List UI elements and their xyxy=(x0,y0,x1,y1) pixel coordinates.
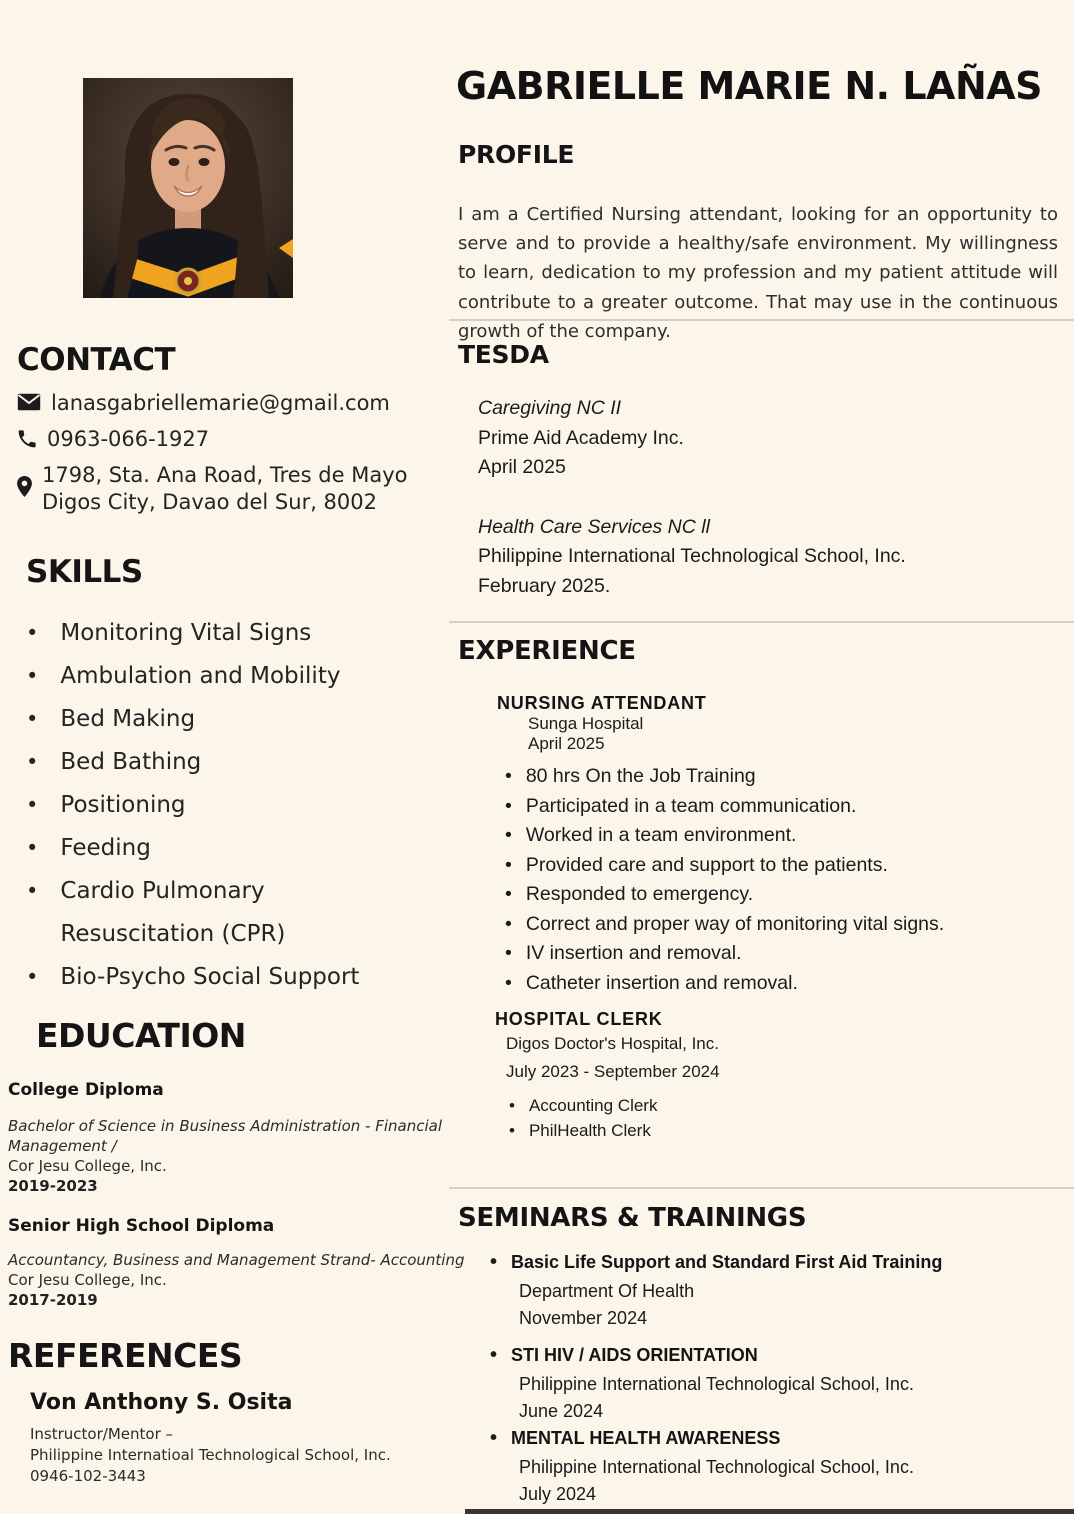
page-title: GABRIELLE MARIE N. LAÑAS xyxy=(456,64,1043,108)
contact-email-row xyxy=(17,390,437,416)
bullet-icon: • xyxy=(509,1120,515,1140)
bullet-icon: • xyxy=(26,707,39,731)
section-divider xyxy=(449,621,1074,623)
profile-heading: PROFILE xyxy=(458,140,575,169)
bullet-icon: • xyxy=(505,912,512,935)
education-heading: EDUCATION xyxy=(36,1016,246,1055)
tesda-entry xyxy=(478,513,1058,602)
contact-heading: CONTACT xyxy=(17,342,176,378)
seminar-date: July 2024 xyxy=(519,1484,597,1504)
seminars-list xyxy=(458,1250,1074,1505)
experience-section xyxy=(458,636,1074,1143)
seminar-organization: Philippine International Technological School, Inc. xyxy=(519,1457,914,1477)
list-item: • IV insertion and removal. xyxy=(497,939,1074,969)
tesda-section xyxy=(458,340,1058,601)
bullet-icon: • xyxy=(26,793,39,817)
bottom-rule xyxy=(465,1509,1074,1514)
seminar-title: Basic Life Support and Standard First Aid Training xyxy=(511,1252,943,1272)
seminar-date: June 2024 xyxy=(519,1401,604,1421)
seminars-section xyxy=(458,1202,1074,1505)
bullet-icon: • xyxy=(505,883,512,905)
reference-phone: 0946-102-3443 xyxy=(30,1467,146,1485)
tesda-heading: TESDA xyxy=(458,340,549,369)
skill-label: Feeding xyxy=(60,835,151,861)
list-item xyxy=(458,1426,1074,1505)
section-divider xyxy=(449,1187,1074,1189)
list-item xyxy=(26,956,366,999)
bullet-icon: • xyxy=(505,971,512,994)
list-item xyxy=(26,827,366,870)
bullet-icon: • xyxy=(505,942,512,964)
list-item xyxy=(458,1250,1074,1329)
list-item xyxy=(26,698,366,741)
reference-organization: Philippine Internatioal Technological School, Inc. xyxy=(30,1446,391,1464)
profile-body: I am a Certified Nursing attendant, looking for an opportunity to serve and to provide a healthy/safe environment. My willingness to learn, dedication to my profession and my patient attitude will contribute to a greater outcome. That may use in the continuous growth of the company. xyxy=(458,204,1058,342)
tesda-organization: Philippine International Technological School, Inc. xyxy=(478,545,906,567)
skill-label: Ambulation and Mobility xyxy=(60,663,341,689)
list-item xyxy=(26,655,366,698)
education-entry xyxy=(8,1080,468,1196)
bullet-icon: • xyxy=(509,1096,515,1115)
bullet-icon: • xyxy=(26,965,39,989)
seminar-date: November 2024 xyxy=(519,1308,648,1328)
tesda-date: February 2025. xyxy=(478,574,611,597)
references-heading: REFERENCES xyxy=(8,1336,243,1375)
bullet-icon: • xyxy=(490,1344,498,1366)
contact-phone-row xyxy=(17,426,437,452)
bullet-icon: • xyxy=(26,879,39,903)
bullet-icon: • xyxy=(505,853,512,876)
education-program: Bachelor of Science in Business Administration - Financial Management / xyxy=(8,1117,442,1155)
seminar-title: STI HIV / AIDS ORIENTATION xyxy=(511,1345,758,1365)
education-level: Senior High School Diploma xyxy=(8,1216,275,1236)
education-years: 2017-2019 xyxy=(8,1291,98,1309)
contact-address-line1: 1798, Sta. Ana Road, Tres de Mayo xyxy=(42,463,408,487)
job-entry xyxy=(495,1008,1074,1143)
location-pin-icon xyxy=(17,476,32,497)
experience-heading: EXPERIENCE xyxy=(458,636,636,666)
job-organization: Digos Doctor's Hospital, Inc. xyxy=(506,1034,719,1053)
seminar-organization: Philippine International Technological School, Inc. xyxy=(519,1374,914,1394)
education-school: Cor Jesu College, Inc. xyxy=(8,1157,167,1175)
bullet-icon: • xyxy=(26,836,39,860)
education-program: Accountancy, Business and Management Strand- Accounting xyxy=(8,1251,465,1269)
contact-address-line2: Digos City, Davao del Sur, 8002 xyxy=(42,490,377,514)
bullet-icon: • xyxy=(26,621,39,645)
bullet-icon: • xyxy=(505,765,512,787)
education-school: Cor Jesu College, Inc. xyxy=(8,1271,167,1289)
skill-label: Bio-Psycho Social Support xyxy=(60,964,360,990)
list-item: • 80 hrs On the Job Training xyxy=(497,762,1074,792)
contact-address xyxy=(42,462,407,516)
tesda-date: April 2025 xyxy=(478,456,566,478)
skills-list xyxy=(26,612,366,999)
list-item: • Worked in a team environment. xyxy=(497,821,1074,851)
list-item xyxy=(26,612,366,655)
education-section xyxy=(8,1016,468,1310)
reference-name: Von Anthony S. Osita xyxy=(30,1390,293,1415)
phone-icon xyxy=(17,429,37,449)
list-item: • Participated in a team communication. xyxy=(497,792,1074,822)
job-title: NURSING ATTENDANT xyxy=(497,693,707,713)
list-item: • Catheter insertion and removal. xyxy=(497,969,1074,999)
seminars-heading: SEMINARS & TRAININGS xyxy=(458,1203,807,1233)
skills-section xyxy=(26,554,386,999)
tesda-title: Caregiving NC II xyxy=(478,397,622,419)
seminar-organization: Department Of Health xyxy=(519,1281,695,1301)
skill-label: Monitoring Vital Signs xyxy=(60,620,312,646)
seminar-title: MENTAL HEALTH AWARENESS xyxy=(511,1428,781,1448)
bullet-icon: • xyxy=(26,750,39,774)
education-years: 2019-2023 xyxy=(8,1177,98,1195)
profile-photo xyxy=(83,78,293,298)
bullet-icon: • xyxy=(505,794,512,817)
skills-heading: SKILLS xyxy=(26,554,143,590)
seminar-entry xyxy=(511,1250,942,1329)
list-item: • Provided care and support to the patients. xyxy=(497,851,1074,881)
tesda-organization: Prime Aid Academy Inc. xyxy=(478,426,684,449)
bullet-icon: • xyxy=(26,664,39,688)
skill-label: Cardio Pulmonary Resuscitation (CPR) xyxy=(60,878,286,947)
job-bullet-list xyxy=(497,762,1074,998)
list-item xyxy=(458,1343,1074,1422)
job-title: HOSPITAL CLERK xyxy=(495,1009,663,1029)
job-entry xyxy=(497,692,1074,998)
skill-label: Bed Making xyxy=(60,706,196,732)
list-item xyxy=(26,784,366,827)
education-entry xyxy=(8,1216,468,1310)
job-organization: Sunga Hospital xyxy=(528,714,644,733)
list-item: • Accounting Clerk xyxy=(495,1094,1074,1119)
bullet-icon: • xyxy=(505,824,512,846)
job-bullet-list xyxy=(495,1094,1074,1143)
list-item xyxy=(26,870,366,956)
section-divider xyxy=(449,319,1074,321)
list-item: • Correct and proper way of monitoring vital signs. xyxy=(497,910,1074,940)
references-section xyxy=(8,1336,448,1487)
contact-phone: 0963-066-1927 xyxy=(47,427,210,451)
envelope-icon xyxy=(17,393,41,411)
profile-section xyxy=(458,140,1058,346)
seminar-entry xyxy=(511,1426,914,1505)
tesda-title: Health Care Services NC ll xyxy=(478,515,710,538)
seminar-entry xyxy=(511,1343,914,1422)
reference-role: Instructor/Mentor – xyxy=(30,1425,173,1443)
bullet-icon: • xyxy=(490,1427,498,1449)
job-date: April 2025 xyxy=(528,734,605,753)
education-level: College Diploma xyxy=(8,1080,164,1100)
list-item xyxy=(26,741,366,784)
list-item: • Responded to emergency. xyxy=(497,880,1074,910)
bullet-icon: • xyxy=(490,1251,498,1273)
tesda-entry xyxy=(478,394,1058,483)
skill-label: Bed Bathing xyxy=(60,749,202,775)
list-item: • PhilHealth Clerk xyxy=(495,1119,1074,1144)
job-date: July 2023 - September 2024 xyxy=(506,1062,720,1081)
skill-label: Positioning xyxy=(60,792,186,818)
contact-section xyxy=(17,342,437,516)
contact-address-row xyxy=(17,462,437,516)
contact-email: lanasgabriellemarie@gmail.com xyxy=(51,391,390,415)
